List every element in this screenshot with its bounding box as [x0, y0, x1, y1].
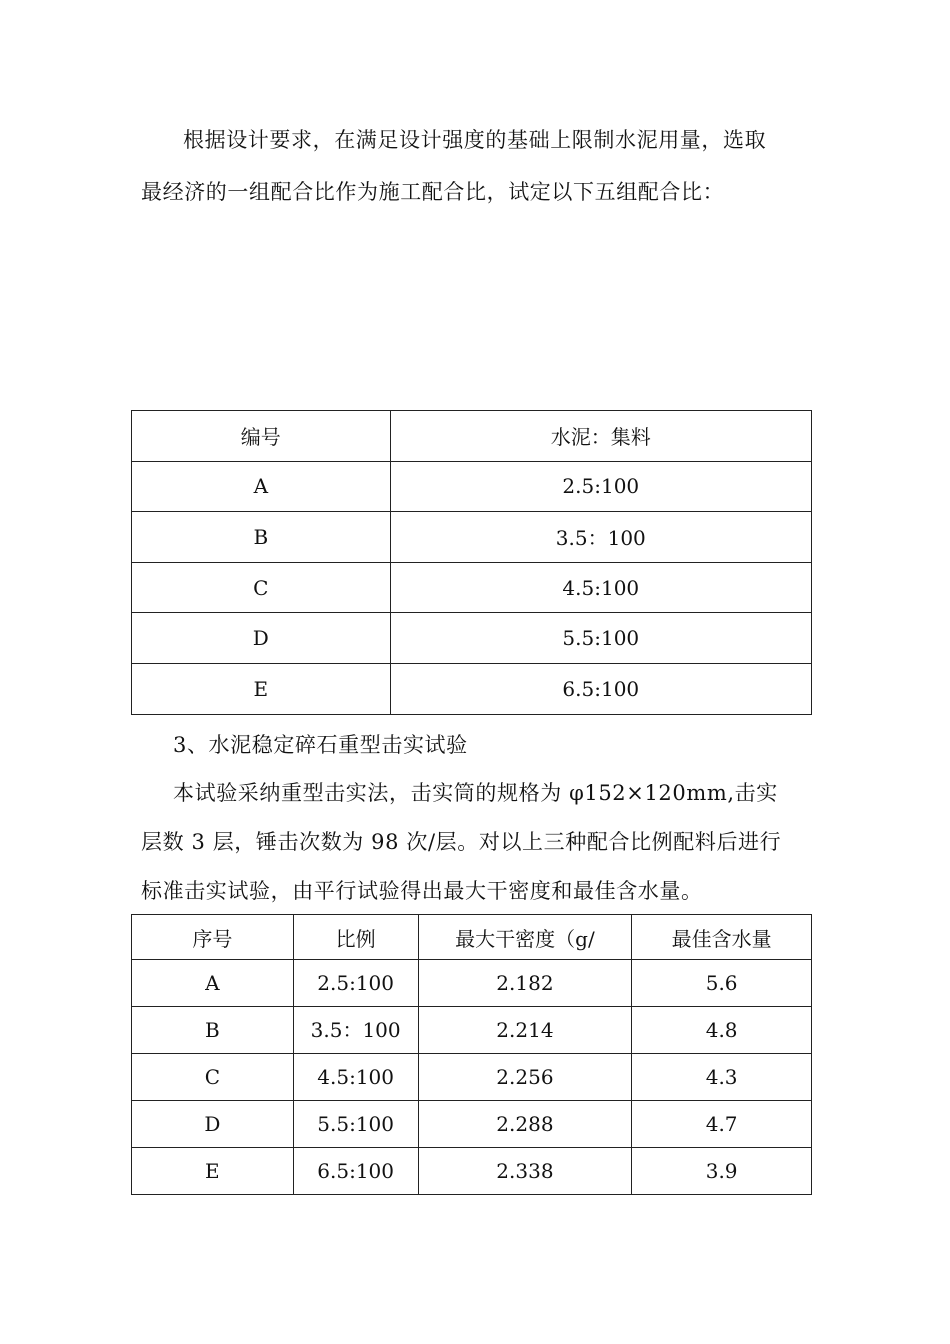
- cell-seq: B: [132, 1007, 294, 1054]
- table-row: [132, 663, 812, 714]
- table-row: [132, 461, 812, 512]
- cell-ratio: 2.5:100: [390, 461, 811, 512]
- column-header-ratio: 水泥：集料: [390, 411, 811, 462]
- cell-density: 2.182: [418, 960, 632, 1007]
- cell-density: 2.256: [418, 1054, 632, 1101]
- column-header-ratio: 比例: [293, 915, 418, 960]
- table-header-row: [132, 411, 812, 462]
- cell-moisture: 3.9: [632, 1148, 812, 1195]
- compaction-results-table: [131, 914, 812, 1195]
- table-row: [132, 1101, 812, 1148]
- cell-id: B: [132, 512, 391, 563]
- cell-ratio: 2.5:100: [293, 960, 418, 1007]
- column-header-max-dry-density: 最大干密度（g/: [418, 915, 632, 960]
- cell-density: 2.288: [418, 1101, 632, 1148]
- cell-moisture: 4.7: [632, 1101, 812, 1148]
- column-header-id: 编号: [132, 411, 391, 462]
- section-line-1: 本试验采纳重型击实法，击实筒的规格为 φ152×120mm,击实: [173, 781, 778, 805]
- cell-moisture: 4.3: [632, 1054, 812, 1101]
- cell-moisture: 4.8: [632, 1007, 812, 1054]
- intro-line-1: 根据设计要求，在满足设计强度的基础上限制水泥用量，选取: [183, 128, 767, 152]
- table-row: [132, 613, 812, 664]
- cell-ratio: 6.5:100: [293, 1148, 418, 1195]
- table-row: [132, 1007, 812, 1054]
- intro-line-2: 最经济的一组配合比作为施工配合比，试定以下五组配合比：: [141, 180, 725, 204]
- cell-seq: D: [132, 1101, 294, 1148]
- cell-ratio: 5.5:100: [293, 1101, 418, 1148]
- table-row: [132, 1054, 812, 1101]
- cell-id: E: [132, 663, 391, 714]
- cell-seq: C: [132, 1054, 294, 1101]
- cell-ratio: 5.5:100: [390, 613, 811, 664]
- cell-ratio: 3.5：100: [293, 1007, 418, 1054]
- cell-id: C: [132, 562, 391, 613]
- section-line-2: 层数 3 层，锤击次数为 98 次/层。对以上三种配合比例配料后进行: [141, 830, 782, 854]
- table-header-row: [132, 915, 812, 960]
- cell-seq: A: [132, 960, 294, 1007]
- cell-ratio: 4.5:100: [390, 562, 811, 613]
- table-row: [132, 960, 812, 1007]
- cell-id: A: [132, 461, 391, 512]
- mix-ratio-table: [131, 410, 812, 715]
- cell-id: D: [132, 613, 391, 664]
- cell-density: 2.214: [418, 1007, 632, 1054]
- cell-ratio: 3.5：100: [390, 512, 811, 563]
- table-row: [132, 512, 812, 563]
- column-header-optimum-moisture: 最佳含水量: [632, 915, 812, 960]
- cell-seq: E: [132, 1148, 294, 1195]
- cell-ratio: 4.5:100: [293, 1054, 418, 1101]
- table-row: [132, 562, 812, 613]
- cell-ratio: 6.5:100: [390, 663, 811, 714]
- cell-moisture: 5.6: [632, 960, 812, 1007]
- cell-density: 2.338: [418, 1148, 632, 1195]
- column-header-seq: 序号: [132, 915, 294, 960]
- section-heading: 3、水泥稳定碎石重型击实试验: [173, 733, 468, 757]
- section-line-3: 标准击实试验，由平行试验得出最大干密度和最佳含水量。: [141, 879, 703, 903]
- table-row: [132, 1148, 812, 1195]
